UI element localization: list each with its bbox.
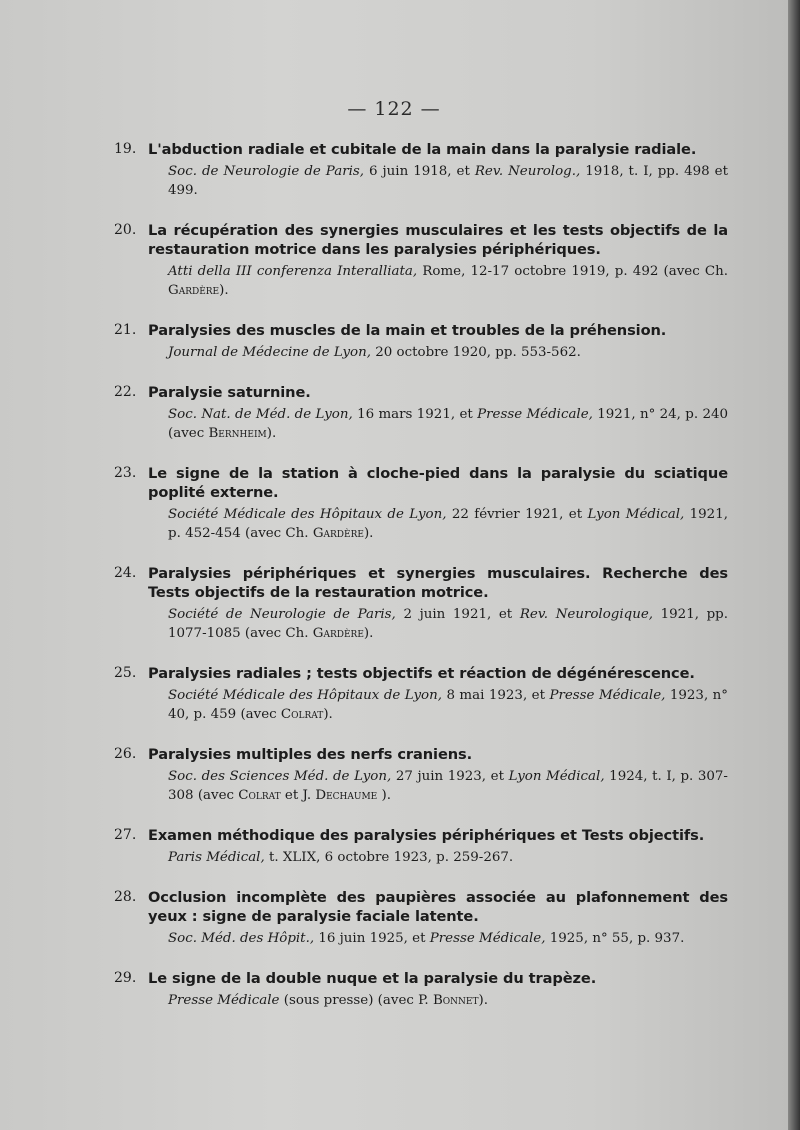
entry-details: 8 mai 1923, et <box>446 688 545 703</box>
bibliography-entry <box>114 745 728 805</box>
entry-details-secondary: 1925, n° 55, p. 937. <box>549 931 685 946</box>
entry-source-secondary: Presse Médicale, <box>549 688 666 703</box>
entry-number: 28. <box>114 889 137 905</box>
entry-coauthor: Gardère <box>312 526 364 541</box>
entry-reference <box>148 405 728 443</box>
bibliography-entry <box>114 221 728 300</box>
entry-source: Société Médicale des Hôpitaux de Lyon, <box>168 688 442 703</box>
entry-title: La récupération des synergies musculaires et les tests objectifs de la restauration motrice dans les paralysies périphériques. <box>148 222 728 258</box>
entry-source-secondary: Rev. Neurolog., <box>474 164 581 179</box>
bibliography-entry <box>114 321 728 362</box>
entry-reference <box>148 605 728 643</box>
entry-tail: ). <box>363 626 374 641</box>
entry-title: Paralysies des muscles de la main et troubles de la préhension. <box>148 322 667 339</box>
entry-source: Soc. Méd. des Hôpit., <box>168 931 315 946</box>
entry-details: 2 juin 1921, et <box>403 607 513 622</box>
entry-coauthor: Colrat <box>238 788 281 803</box>
entry-details: Rome, 12-17 octobre 1919, p. 492 (avec Ch. <box>422 264 728 279</box>
entry-details: 6 juin 1918, et <box>369 164 470 179</box>
entry-source: Société de Neurologie de Paris, <box>168 607 396 622</box>
entry-details: 16 juin 1925, et <box>318 931 426 946</box>
entry-number: 26. <box>114 746 137 762</box>
entry-connector: et J. <box>280 788 316 803</box>
entry-number: 27. <box>114 827 137 843</box>
entry-number: 24. <box>114 565 137 581</box>
entry-number: 21. <box>114 322 137 338</box>
entry-source-secondary: Presse Médicale, <box>429 931 546 946</box>
entry-tail: ). <box>266 426 277 441</box>
bibliography-entry <box>114 826 728 867</box>
entry-reference <box>148 929 728 948</box>
entry-reference <box>148 767 728 805</box>
entry-reference <box>148 991 728 1010</box>
entry-source: Atti della III conferenza Interalliata, <box>168 264 418 279</box>
entry-title: Paralysies périphériques et synergies musculaires. Recherche des Tests objectifs de la restauration motrice. <box>148 565 728 601</box>
entry-details: t. XLIX, 6 octobre 1923, p. 259-267. <box>268 850 514 865</box>
entry-title: Examen méthodique des paralysies périphériques et Tests objectifs. <box>148 827 705 844</box>
entry-tail: ). <box>478 993 488 1008</box>
entry-details: 16 mars 1921, et <box>357 407 473 422</box>
entry-coauthor: Gardère <box>312 626 364 641</box>
entry-title: Paralysies multiples des nerfs craniens. <box>148 746 473 763</box>
entry-number: 20. <box>114 222 137 238</box>
entry-reference <box>148 505 728 543</box>
entry-tail: ). <box>219 283 229 298</box>
entry-title: Paralysie saturnine. <box>148 384 311 401</box>
entry-coauthor: Bonnet <box>432 993 479 1008</box>
entry-details-secondary: 1918, t. I, pp. 498 et 499. <box>168 164 728 198</box>
entry-reference <box>148 262 728 300</box>
entry-title: Occlusion incomplète des paupières associée au plafonnement des yeux : signe de paralysie faciale latente. <box>148 889 728 925</box>
entry-coauthor-secondary: Dechaume <box>315 788 378 803</box>
entry-number: 19. <box>114 141 137 157</box>
entry-coauthor: Gardère <box>168 283 220 298</box>
entry-reference <box>148 686 728 724</box>
bibliography-entry <box>114 969 728 1010</box>
bibliography-entry <box>114 383 728 443</box>
entry-source-secondary: Lyon Médical, <box>587 507 685 522</box>
entry-title: Le signe de la double nuque et la paralysie du trapèze. <box>148 970 597 987</box>
bibliography-entry <box>114 464 728 543</box>
page-edge <box>788 0 800 1130</box>
entry-source: Journal de Médecine de Lyon, <box>168 345 371 360</box>
entry-source: Soc. de Neurologie de Paris, <box>168 164 365 179</box>
entry-details-secondary: 1923, n° 40, p. 459 (avec <box>168 688 729 722</box>
entry-number: 22. <box>114 384 137 400</box>
entry-details-secondary: 1921, p. 452-454 (avec Ch. <box>168 507 728 541</box>
entry-source: Soc. Nat. de Méd. de Lyon, <box>168 407 353 422</box>
entry-source: Soc. des Sciences Méd. de Lyon, <box>168 769 392 784</box>
bibliography-entry <box>114 564 729 643</box>
entry-details: 20 octobre 1920, pp. 553-562. <box>375 345 581 360</box>
entry-details: 22 février 1921, et <box>451 507 583 522</box>
entry-number: 25. <box>114 665 137 681</box>
entry-source: Presse Médicale <box>168 993 280 1008</box>
bibliography-list <box>114 140 729 1031</box>
entry-tail: ). <box>323 707 333 722</box>
entry-coauthor: Colrat <box>280 707 324 722</box>
entry-title: Le signe de la station à cloche-pied dans la paralysie du sciatique poplité externe. <box>148 465 728 501</box>
entry-source: Paris Médical, <box>168 850 265 865</box>
entry-number: 29. <box>114 970 137 986</box>
entry-title: L'abduction radiale et cubitale de la main dans la paralysie radiale. <box>148 141 697 158</box>
entry-details-secondary: 1921, n° 24, p. 240 (avec <box>168 407 728 441</box>
entry-details: 27 juin 1923, et <box>395 769 504 784</box>
entry-details: (sous presse) (avec P. <box>283 993 429 1008</box>
bibliography-entry <box>114 664 729 724</box>
entry-reference <box>148 848 728 867</box>
entry-tail: ). <box>381 788 392 803</box>
entry-number: 23. <box>114 465 137 481</box>
entry-source-secondary: Lyon Médical, <box>508 769 605 784</box>
entry-coauthor: Bernheim <box>208 426 267 441</box>
entry-details-secondary: 1924, t. I, p. 307-308 (avec <box>168 769 728 803</box>
entry-title: Paralysies radiales ; tests objectifs et réaction de dégénérescence. <box>148 665 695 682</box>
entry-tail: ). <box>363 526 374 541</box>
entry-reference <box>148 162 728 200</box>
entry-source: Société Médicale des Hôpitaux de Lyon, <box>168 507 447 522</box>
bibliography-entry <box>114 140 728 200</box>
entry-source-secondary: Presse Médicale, <box>477 407 593 422</box>
bibliography-entry <box>114 888 728 948</box>
page-number: — 122 — <box>347 98 441 120</box>
entry-details-secondary: 1921, pp. 1077-1085 (avec Ch. <box>168 607 729 641</box>
entry-reference <box>148 343 728 362</box>
entry-source-secondary: Rev. Neurologique, <box>519 607 653 622</box>
